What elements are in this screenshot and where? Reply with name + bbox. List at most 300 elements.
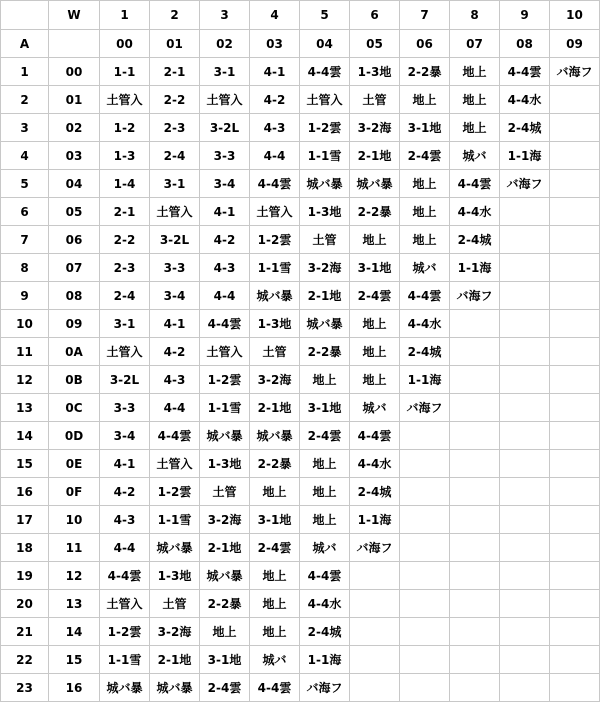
grid-cell[interactable]: 4-3 (100, 506, 150, 534)
grid-cell[interactable]: 3-1地 (350, 254, 400, 282)
grid-cell[interactable]: 4-4雲 (100, 562, 150, 590)
grid-cell[interactable]: 01 (49, 86, 100, 114)
grid-cell[interactable]: 地上 (350, 338, 400, 366)
grid-cell[interactable]: 00 (100, 30, 150, 58)
grid-cell[interactable] (550, 310, 600, 338)
grid-cell[interactable]: 2-2暴 (200, 590, 250, 618)
grid-cell[interactable]: 4-4雲 (200, 310, 250, 338)
row-header-cell[interactable]: 20 (1, 590, 49, 618)
row-header-cell[interactable]: 13 (1, 394, 49, 422)
grid-cell[interactable] (350, 618, 400, 646)
grid-cell[interactable]: 3-2海 (150, 618, 200, 646)
grid-cell[interactable]: 3-1地 (400, 114, 450, 142)
grid-cell[interactable]: 4-4雲 (500, 58, 550, 86)
grid-cell[interactable]: 3-2海 (300, 254, 350, 282)
row-header-cell[interactable]: 12 (1, 366, 49, 394)
grid-cell[interactable] (550, 562, 600, 590)
grid-cell[interactable] (400, 534, 450, 562)
grid-cell[interactable]: 地上 (450, 58, 500, 86)
grid-cell[interactable]: 4-2 (150, 338, 200, 366)
column-header-cell[interactable]: 9 (500, 1, 550, 30)
row-header-cell[interactable]: 9 (1, 282, 49, 310)
grid-cell[interactable]: 地上 (350, 310, 400, 338)
grid-cell[interactable] (550, 478, 600, 506)
grid-cell[interactable] (550, 618, 600, 646)
grid-cell[interactable]: 4-4 (200, 282, 250, 310)
grid-cell[interactable] (400, 646, 450, 674)
grid-cell[interactable]: 地上 (250, 478, 300, 506)
grid-cell[interactable]: 1-4 (100, 170, 150, 198)
grid-cell[interactable] (500, 422, 550, 450)
row-header-cell[interactable]: 3 (1, 114, 49, 142)
grid-cell[interactable] (550, 506, 600, 534)
grid-cell[interactable]: 2-4城 (400, 338, 450, 366)
row-header-cell[interactable]: 2 (1, 86, 49, 114)
grid-cell[interactable]: 16 (49, 674, 100, 702)
grid-cell[interactable] (550, 114, 600, 142)
grid-cell[interactable]: 09 (49, 310, 100, 338)
grid-cell[interactable]: 15 (49, 646, 100, 674)
grid-cell[interactable]: 2-4雲 (350, 282, 400, 310)
grid-cell[interactable]: 4-2 (100, 478, 150, 506)
grid-cell[interactable] (500, 562, 550, 590)
grid-cell[interactable] (450, 534, 500, 562)
grid-cell[interactable]: 地上 (400, 198, 450, 226)
grid-cell[interactable]: 08 (500, 30, 550, 58)
grid-cell[interactable]: 4-4雲 (300, 562, 350, 590)
grid-cell[interactable]: 地上 (250, 590, 300, 618)
grid-cell[interactable]: 城バ (450, 142, 500, 170)
grid-cell[interactable]: 2-4雲 (400, 142, 450, 170)
grid-cell[interactable]: 4-4 (250, 142, 300, 170)
grid-cell[interactable]: 4-3 (150, 366, 200, 394)
grid-cell[interactable]: 1-1海 (500, 142, 550, 170)
grid-cell[interactable]: バ海フ (450, 282, 500, 310)
grid-cell[interactable]: 城バ (350, 394, 400, 422)
grid-cell[interactable]: 02 (200, 30, 250, 58)
grid-cell[interactable] (550, 422, 600, 450)
grid-cell[interactable]: 2-4城 (350, 478, 400, 506)
grid-cell[interactable] (350, 674, 400, 702)
grid-cell[interactable]: 3-2海 (350, 114, 400, 142)
grid-cell[interactable] (450, 338, 500, 366)
grid-cell[interactable] (450, 618, 500, 646)
grid-cell[interactable] (400, 506, 450, 534)
grid-cell[interactable]: 4-4水 (300, 590, 350, 618)
grid-cell[interactable]: 城バ暴 (250, 422, 300, 450)
row-header-cell[interactable]: 23 (1, 674, 49, 702)
grid-cell[interactable] (450, 310, 500, 338)
grid-cell[interactable]: 城バ暴 (250, 282, 300, 310)
grid-cell[interactable]: 3-4 (150, 282, 200, 310)
row-header-cell[interactable]: 22 (1, 646, 49, 674)
grid-cell[interactable] (400, 450, 450, 478)
grid-cell[interactable]: 4-1 (150, 310, 200, 338)
grid-cell[interactable]: 2-1地 (350, 142, 400, 170)
grid-cell[interactable] (550, 674, 600, 702)
grid-cell[interactable]: 2-4 (150, 142, 200, 170)
grid-cell[interactable] (450, 506, 500, 534)
grid-cell[interactable]: 地上 (200, 618, 250, 646)
row-header-cell[interactable]: 14 (1, 422, 49, 450)
grid-cell[interactable]: 4-4水 (500, 86, 550, 114)
grid-cell[interactable] (500, 198, 550, 226)
grid-cell[interactable] (550, 254, 600, 282)
row-header-cell[interactable]: 11 (1, 338, 49, 366)
grid-cell[interactable]: 1-1 (100, 58, 150, 86)
grid-cell[interactable]: 0B (49, 366, 100, 394)
grid-cell[interactable]: 土管入 (100, 338, 150, 366)
grid-cell[interactable]: 土管 (250, 338, 300, 366)
column-header-cell[interactable]: 6 (350, 1, 400, 30)
grid-cell[interactable] (550, 338, 600, 366)
row-header-cell[interactable]: 16 (1, 478, 49, 506)
grid-cell[interactable]: 2-2暴 (300, 338, 350, 366)
grid-cell[interactable]: 1-3地 (250, 310, 300, 338)
grid-cell[interactable]: 地上 (350, 366, 400, 394)
grid-cell[interactable]: 4-4水 (400, 310, 450, 338)
grid-cell[interactable]: 13 (49, 590, 100, 618)
grid-cell[interactable]: 2-2暴 (350, 198, 400, 226)
grid-cell[interactable]: 4-3 (250, 114, 300, 142)
grid-cell[interactable] (550, 590, 600, 618)
grid-cell[interactable] (550, 86, 600, 114)
grid-cell[interactable]: バ海フ (550, 58, 600, 86)
column-header-cell[interactable]: 2 (150, 1, 200, 30)
grid-cell[interactable]: 07 (450, 30, 500, 58)
grid-cell[interactable]: 3-2海 (250, 366, 300, 394)
grid-cell[interactable]: 2-1 (150, 58, 200, 86)
grid-cell[interactable]: 3-1地 (250, 506, 300, 534)
grid-cell[interactable]: 土管 (350, 86, 400, 114)
grid-cell[interactable]: 地上 (250, 562, 300, 590)
grid-cell[interactable] (350, 590, 400, 618)
grid-cell[interactable]: 地上 (400, 226, 450, 254)
grid-cell[interactable]: 城バ暴 (300, 170, 350, 198)
grid-cell[interactable] (550, 226, 600, 254)
grid-cell[interactable]: 3-3 (200, 142, 250, 170)
column-header-cell[interactable]: 4 (250, 1, 300, 30)
grid-cell[interactable]: 1-3地 (200, 450, 250, 478)
grid-cell[interactable] (500, 254, 550, 282)
grid-cell[interactable]: 1-2雲 (200, 366, 250, 394)
grid-cell[interactable]: 城バ暴 (300, 310, 350, 338)
row-header-cell[interactable]: 7 (1, 226, 49, 254)
grid-cell[interactable] (450, 366, 500, 394)
grid-cell[interactable]: 城バ暴 (200, 562, 250, 590)
grid-cell[interactable]: 土管入 (250, 198, 300, 226)
grid-cell[interactable] (450, 450, 500, 478)
grid-cell[interactable]: 4-4雲 (300, 58, 350, 86)
grid-cell[interactable]: 地上 (300, 366, 350, 394)
grid-cell[interactable]: 4-4雲 (250, 170, 300, 198)
row-header-cell[interactable]: 4 (1, 142, 49, 170)
grid-cell[interactable]: 09 (550, 30, 600, 58)
grid-cell[interactable]: 2-2 (150, 86, 200, 114)
grid-cell[interactable]: バ海フ (500, 170, 550, 198)
grid-cell[interactable]: 1-1雪 (250, 254, 300, 282)
grid-cell[interactable]: 4-4雲 (150, 422, 200, 450)
grid-cell[interactable] (500, 534, 550, 562)
grid-cell[interactable]: 3-1 (150, 170, 200, 198)
grid-cell[interactable]: 3-2海 (200, 506, 250, 534)
grid-cell[interactable]: 03 (49, 142, 100, 170)
grid-cell[interactable]: 城バ暴 (150, 674, 200, 702)
grid-cell[interactable] (450, 394, 500, 422)
grid-cell[interactable]: 土管入 (100, 86, 150, 114)
grid-cell[interactable]: 4-4雲 (350, 422, 400, 450)
grid-cell[interactable]: 0F (49, 478, 100, 506)
grid-cell[interactable]: 4-2 (250, 86, 300, 114)
grid-cell[interactable]: 2-1地 (250, 394, 300, 422)
grid-cell[interactable]: 07 (49, 254, 100, 282)
grid-cell[interactable]: 土管入 (200, 86, 250, 114)
grid-cell[interactable]: 0E (49, 450, 100, 478)
grid-cell[interactable]: 城バ暴 (100, 674, 150, 702)
grid-cell[interactable]: 1-2 (100, 114, 150, 142)
grid-cell[interactable]: 2-1地 (300, 282, 350, 310)
grid-cell[interactable] (450, 674, 500, 702)
grid-cell[interactable] (450, 562, 500, 590)
grid-cell[interactable] (350, 646, 400, 674)
grid-cell[interactable]: 1-1雪 (150, 506, 200, 534)
grid-cell[interactable]: 3-3 (100, 394, 150, 422)
grid-cell[interactable]: バ海フ (300, 674, 350, 702)
grid-cell[interactable]: 土管入 (200, 338, 250, 366)
grid-cell[interactable]: 3-1地 (300, 394, 350, 422)
grid-cell[interactable]: 0D (49, 422, 100, 450)
grid-cell[interactable]: 城バ (300, 534, 350, 562)
grid-cell[interactable]: 土管 (200, 478, 250, 506)
grid-cell[interactable]: 3-4 (200, 170, 250, 198)
grid-cell[interactable] (49, 30, 100, 58)
grid-cell[interactable]: 2-3 (150, 114, 200, 142)
grid-cell[interactable]: 城バ暴 (200, 422, 250, 450)
grid-cell[interactable]: 4-4 (100, 534, 150, 562)
grid-cell[interactable] (550, 198, 600, 226)
grid-cell[interactable] (500, 450, 550, 478)
grid-cell[interactable]: 3-3 (150, 254, 200, 282)
grid-cell[interactable]: 2-4城 (500, 114, 550, 142)
grid-cell[interactable]: 00 (49, 58, 100, 86)
grid-cell[interactable]: 1-3地 (150, 562, 200, 590)
grid-cell[interactable]: 2-4城 (300, 618, 350, 646)
grid-cell[interactable]: 1-3地 (300, 198, 350, 226)
grid-cell[interactable]: 1-1海 (300, 646, 350, 674)
grid-cell[interactable] (400, 422, 450, 450)
grid-cell[interactable]: 4-4雲 (250, 674, 300, 702)
grid-cell[interactable]: 05 (49, 198, 100, 226)
grid-cell[interactable] (500, 310, 550, 338)
grid-cell[interactable]: 04 (300, 30, 350, 58)
grid-cell[interactable]: 04 (49, 170, 100, 198)
grid-cell[interactable]: 11 (49, 534, 100, 562)
grid-cell[interactable]: 3-1 (200, 58, 250, 86)
grid-cell[interactable]: 1-2雲 (250, 226, 300, 254)
grid-cell[interactable]: 4-4雲 (450, 170, 500, 198)
grid-cell[interactable]: 3-2L (200, 114, 250, 142)
grid-cell[interactable]: 1-1海 (450, 254, 500, 282)
grid-cell[interactable]: 城バ (250, 646, 300, 674)
grid-cell[interactable]: 4-3 (200, 254, 250, 282)
column-header-cell[interactable]: 5 (300, 1, 350, 30)
grid-cell[interactable]: 1-2雲 (100, 618, 150, 646)
row-header-cell[interactable]: 17 (1, 506, 49, 534)
grid-cell[interactable]: 06 (49, 226, 100, 254)
grid-cell[interactable]: 土管 (150, 590, 200, 618)
grid-cell[interactable] (400, 590, 450, 618)
grid-cell[interactable]: 土管入 (150, 450, 200, 478)
grid-cell[interactable]: 0A (49, 338, 100, 366)
grid-cell[interactable] (450, 422, 500, 450)
grid-cell[interactable]: 2-4雲 (200, 674, 250, 702)
corner-cell[interactable] (1, 1, 49, 30)
grid-cell[interactable] (500, 394, 550, 422)
grid-cell[interactable]: バ海フ (400, 394, 450, 422)
grid-cell[interactable]: 4-1 (100, 450, 150, 478)
grid-cell[interactable] (400, 618, 450, 646)
row-header-cell[interactable]: 1 (1, 58, 49, 86)
grid-cell[interactable]: 3-1地 (200, 646, 250, 674)
grid-cell[interactable]: 06 (400, 30, 450, 58)
grid-cell[interactable] (500, 478, 550, 506)
grid-cell[interactable]: 14 (49, 618, 100, 646)
grid-cell[interactable]: 地上 (350, 226, 400, 254)
grid-cell[interactable]: 地上 (250, 618, 300, 646)
grid-cell[interactable] (500, 282, 550, 310)
grid-cell[interactable]: 城バ (400, 254, 450, 282)
grid-cell[interactable]: 02 (49, 114, 100, 142)
grid-cell[interactable]: 2-2 (100, 226, 150, 254)
grid-cell[interactable] (400, 674, 450, 702)
grid-cell[interactable]: 12 (49, 562, 100, 590)
grid-cell[interactable] (500, 226, 550, 254)
grid-cell[interactable]: 地上 (450, 86, 500, 114)
grid-cell[interactable]: 3-2L (150, 226, 200, 254)
grid-cell[interactable]: 4-2 (200, 226, 250, 254)
grid-cell[interactable]: 2-4雲 (300, 422, 350, 450)
grid-cell[interactable]: 10 (49, 506, 100, 534)
grid-cell[interactable]: 0C (49, 394, 100, 422)
grid-cell[interactable]: 3-4 (100, 422, 150, 450)
grid-cell[interactable] (450, 590, 500, 618)
grid-cell[interactable] (550, 394, 600, 422)
grid-cell[interactable]: 地上 (450, 114, 500, 142)
column-header-cell[interactable]: 8 (450, 1, 500, 30)
row-header-cell[interactable]: 10 (1, 310, 49, 338)
grid-cell[interactable] (550, 170, 600, 198)
grid-cell[interactable]: 地上 (300, 506, 350, 534)
grid-cell[interactable]: 2-3 (100, 254, 150, 282)
grid-cell[interactable] (500, 674, 550, 702)
grid-cell[interactable]: 1-1雪 (300, 142, 350, 170)
row-header-cell[interactable]: 15 (1, 450, 49, 478)
grid-cell[interactable] (400, 562, 450, 590)
grid-cell[interactable] (550, 646, 600, 674)
grid-cell[interactable]: 地上 (400, 86, 450, 114)
grid-cell[interactable]: 4-1 (250, 58, 300, 86)
grid-cell[interactable]: 2-4 (100, 282, 150, 310)
grid-cell[interactable] (500, 366, 550, 394)
row-header-cell[interactable]: 18 (1, 534, 49, 562)
grid-cell[interactable]: 1-1雪 (100, 646, 150, 674)
grid-cell[interactable]: 1-1雪 (200, 394, 250, 422)
grid-cell[interactable] (500, 590, 550, 618)
column-header-cell[interactable]: 10 (550, 1, 600, 30)
grid-cell[interactable]: 土管入 (100, 590, 150, 618)
grid-cell[interactable]: 08 (49, 282, 100, 310)
row-header-cell[interactable]: 8 (1, 254, 49, 282)
grid-cell[interactable]: 1-2雲 (150, 478, 200, 506)
column-header-cell[interactable]: W (49, 1, 100, 30)
grid-cell[interactable] (500, 618, 550, 646)
grid-cell[interactable] (550, 366, 600, 394)
grid-cell[interactable] (550, 282, 600, 310)
grid-cell[interactable]: 03 (250, 30, 300, 58)
grid-cell[interactable]: 地上 (300, 450, 350, 478)
column-header-cell[interactable]: 1 (100, 1, 150, 30)
grid-cell[interactable]: 地上 (400, 170, 450, 198)
grid-cell[interactable]: 1-3 (100, 142, 150, 170)
row-header-cell[interactable]: 6 (1, 198, 49, 226)
column-header-cell[interactable]: 7 (400, 1, 450, 30)
grid-cell[interactable]: 05 (350, 30, 400, 58)
grid-cell[interactable]: 4-4 (150, 394, 200, 422)
grid-cell[interactable] (450, 646, 500, 674)
grid-cell[interactable]: 2-4城 (450, 226, 500, 254)
grid-cell[interactable]: 4-4雲 (400, 282, 450, 310)
grid-cell[interactable]: 2-1地 (200, 534, 250, 562)
row-header-cell[interactable]: 19 (1, 562, 49, 590)
grid-cell[interactable]: バ海フ (350, 534, 400, 562)
grid-cell[interactable]: 土管入 (300, 86, 350, 114)
grid-cell[interactable] (550, 450, 600, 478)
grid-cell[interactable] (500, 506, 550, 534)
grid-cell[interactable] (450, 478, 500, 506)
row-header-cell[interactable]: 5 (1, 170, 49, 198)
grid-cell[interactable]: 3-1 (100, 310, 150, 338)
grid-cell[interactable]: 城バ暴 (350, 170, 400, 198)
grid-cell[interactable] (500, 338, 550, 366)
grid-cell[interactable]: 2-2暴 (400, 58, 450, 86)
grid-cell[interactable] (500, 646, 550, 674)
grid-cell[interactable]: 2-1地 (150, 646, 200, 674)
grid-cell[interactable]: 2-2暴 (250, 450, 300, 478)
grid-cell[interactable]: 土管 (300, 226, 350, 254)
grid-cell[interactable]: 3-2L (100, 366, 150, 394)
grid-cell[interactable] (550, 534, 600, 562)
grid-cell[interactable] (550, 142, 600, 170)
grid-cell[interactable]: 4-4水 (450, 198, 500, 226)
grid-cell[interactable]: 地上 (300, 478, 350, 506)
grid-cell[interactable]: 4-1 (200, 198, 250, 226)
grid-cell[interactable]: 城バ暴 (150, 534, 200, 562)
grid-cell[interactable]: 1-1海 (400, 366, 450, 394)
grid-cell[interactable]: 1-1海 (350, 506, 400, 534)
grid-cell[interactable]: 4-4水 (350, 450, 400, 478)
grid-cell[interactable]: 1-2雲 (300, 114, 350, 142)
grid-cell[interactable]: 2-4雲 (250, 534, 300, 562)
grid-cell[interactable] (350, 562, 400, 590)
row-header-cell[interactable]: A (1, 30, 49, 58)
grid-cell[interactable]: 土管入 (150, 198, 200, 226)
grid-cell[interactable]: 1-3地 (350, 58, 400, 86)
column-header-cell[interactable]: 3 (200, 1, 250, 30)
grid-cell[interactable]: 01 (150, 30, 200, 58)
grid-cell[interactable]: 2-1 (100, 198, 150, 226)
row-header-cell[interactable]: 21 (1, 618, 49, 646)
grid-cell[interactable] (400, 478, 450, 506)
